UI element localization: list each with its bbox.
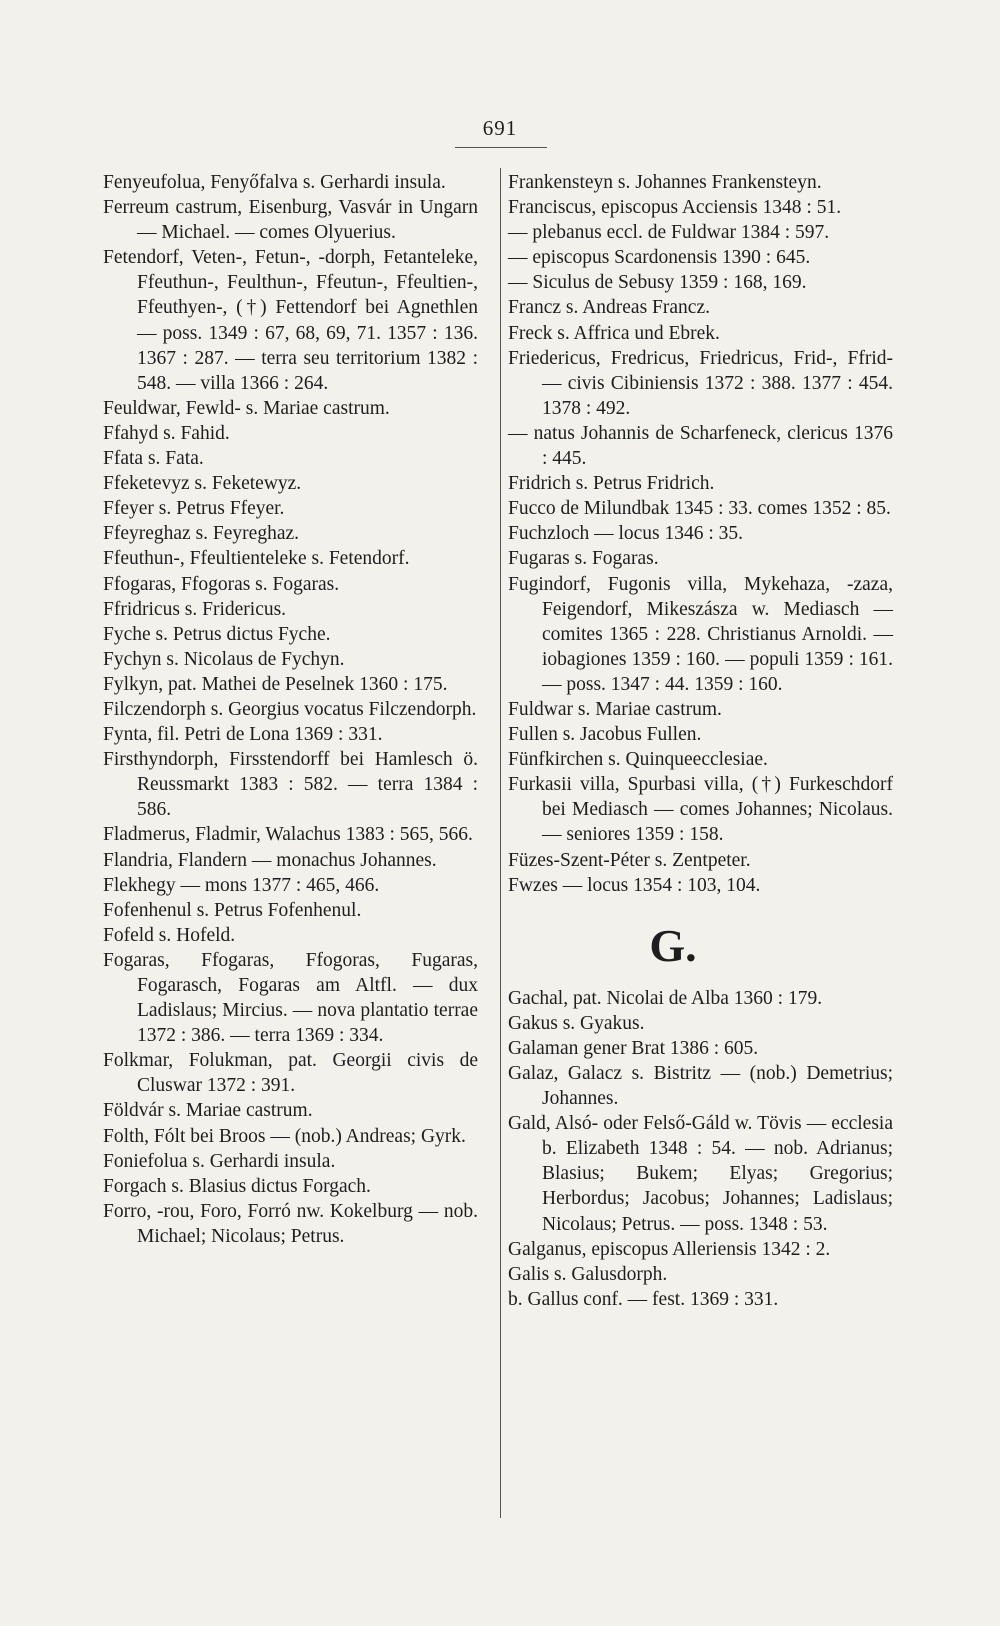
index-entry: Fugaras s. Fogaras.: [508, 548, 659, 570]
index-entry: Fladmerus, Fladmir, Walachus 1383 : 565, 566.: [103, 824, 473, 846]
right-column: [508, 170, 893, 1312]
index-entry: — natus Johannis de Scharfeneck, clericus 1376 : 445.: [508, 422, 893, 470]
index-entry: Furkasii villa, Spurbasi villa, (†) Furkeschdorf bei Mediasch — comes Johannes; Nicolaus. — seniores 1359 : 158.: [508, 774, 893, 846]
index-entry: Galis s. Galusdorph.: [508, 1263, 668, 1285]
index-entry: Fogaras, Ffogaras, Ffogoras, Fugaras, Fogarasch, Fogaras am Altfl. — dux Ladislaus; Mircius. — nova plantatio terrae 1372 : 386. — terra 1369 : 334.: [103, 949, 478, 1047]
index-entry: Friedericus, Fredricus, Friedricus, Frid-, Ffrid- — civis Cibiniensis 1372 : 388. 1377 : 454. 1378 : 492.: [508, 347, 893, 419]
index-entry: Fynta, fil. Petri de Lona 1369 : 331.: [103, 724, 383, 746]
index-entry: Ffahyd s. Fahid.: [103, 422, 230, 444]
index-entry: Fuldwar s. Mariae castrum.: [508, 698, 722, 720]
index-entry: Fünfkirchen s. Quinqueecclesiae.: [508, 749, 768, 771]
index-entry: Fychyn s. Nicolaus de Fychyn.: [103, 648, 345, 670]
index-entry: Ffeuthun-, Ffeultienteleke s. Fetendorf.: [103, 548, 410, 570]
index-entry: Földvár s. Mariae castrum.: [103, 1100, 313, 1122]
index-entry: Ffeyer s. Petrus Ffeyer.: [103, 498, 285, 520]
index-entry: Freck s. Affrica und Ebrek.: [508, 322, 720, 344]
index-entry: Fofenhenul s. Petrus Fofenhenul.: [103, 899, 362, 921]
index-entry: — plebanus eccl. de Fuldwar 1384 : 597.: [508, 222, 830, 244]
index-entry: Fucco de Milundbak 1345 : 33. comes 1352 : 85.: [508, 498, 891, 520]
index-entry: Füzes-Szent-Péter s. Zentpeter.: [508, 849, 751, 871]
index-entry: — episcopus Scardonensis 1390 : 645.: [508, 247, 811, 269]
index-entry: Feuldwar, Fewld- s. Mariae castrum.: [103, 397, 390, 419]
index-entry: Galganus, episcopus Alleriensis 1342 : 2.: [508, 1238, 831, 1260]
index-entry: b. Gallus conf. — fest. 1369 : 331.: [508, 1288, 779, 1310]
index-entry: — Siculus de Sebusy 1359 : 168, 169.: [508, 272, 807, 294]
index-entry: Frankensteyn s. Johannes Frankensteyn.: [508, 172, 822, 193]
index-entry: Fofeld s. Hofeld.: [103, 924, 236, 946]
index-entry: Fugindorf, Fugonis villa, Mykehaza, -zaza, Feigendorf, Mikeszásza w. Mediasch — comites 1365 : 228. Christianus Arnoldi. — iobagiones 1359 : 160. — populi 1359 : 161. — poss. 1347 : 44. 1359 : 160.: [508, 573, 893, 695]
index-entry: Ffata s. Fata.: [103, 448, 204, 470]
index-entry: Gachal, pat. Nicolai de Alba 1360 : 179.: [508, 987, 823, 1009]
index-entry: Gald, Alsó- oder Felső-Gáld w. Tövis — ecclesia b. Elizabeth 1348 : 54. — nob. Adrianus; Blasius; Bukem; Elyas; Gregorius; Herbordus; Jacobus; Johannes; Ladislaus; Nicolaus; Petrus. — poss. 1348 : 53.: [508, 1113, 893, 1235]
index-entry: Folkmar, Folukman, pat. Georgii civis de Cluswar 1372 : 391.: [103, 1050, 478, 1097]
index-entry: Firsthyndorph, Firsstendorff bei Hamlesch ö. Reussmarkt 1383 : 582. — terra 1384 : 586.: [103, 749, 478, 821]
index-entry: Flandria, Flandern — monachus Johannes.: [103, 849, 437, 871]
index-entry: Fuchzloch — locus 1346 : 35.: [508, 523, 744, 545]
index-entry: Ferreum castrum, Eisenburg, Vasvár in Ungarn — Michael. — comes Olyuerius.: [103, 197, 478, 244]
index-entry: Folth, Fólt bei Broos — (nob.) Andreas; Gyrk.: [103, 1125, 466, 1147]
index-entry: Ffeyreghaz s. Feyreghaz.: [103, 523, 299, 545]
header-rule: [455, 147, 547, 148]
index-entry: Ffridricus s. Fridericus.: [103, 598, 287, 620]
left-column: [103, 170, 478, 1249]
index-entry: Ffeketevyz s. Feketewyz.: [103, 473, 302, 495]
right-column-g-entries: [508, 986, 893, 1312]
index-entry: Gakus s. Gyakus.: [508, 1012, 645, 1034]
right-column-f-entries: [508, 170, 893, 898]
index-entry: Forgach s. Blasius dictus Forgach.: [103, 1175, 371, 1197]
index-entry: Foniefolua s. Gerhardi insula.: [103, 1150, 336, 1172]
index-entry: Fwzes — locus 1354 : 103, 104.: [508, 874, 761, 896]
index-entry: Galaman gener Brat 1386 : 605.: [508, 1037, 759, 1059]
column-divider: [500, 168, 501, 1518]
index-entry: Fyche s. Petrus dictus Fyche.: [103, 623, 331, 645]
index-entry: Filczendorph s. Georgius vocatus Filczendorph.: [103, 698, 477, 720]
section-letter-heading: G.: [649, 919, 697, 971]
index-entry: Franciscus, episcopus Acciensis 1348 : 51.: [508, 197, 842, 219]
index-entry: Fullen s. Jacobus Fullen.: [508, 724, 702, 746]
index-entry: Forro, -rou, Foro, Forró nw. Kokelburg — nob. Michael; Nicolaus; Petrus.: [103, 1200, 478, 1247]
index-entry: Fridrich s. Petrus Fridrich.: [508, 473, 715, 495]
index-entry: Francz s. Andreas Francz.: [508, 297, 710, 319]
index-entry: Flekhegy — mons 1377 : 465, 466.: [103, 874, 380, 896]
index-entry: Fetendorf, Veten-, Fetun-, -dorph, Fetanteleke, Ffeuthun-, Feulthun-, Ffeutun-, Ffeultien-, Ffeuthyen-, (†) Fettendorf bei Agnethlen — poss. 1349 : 67, 68, 69, 71. 1357 : 136. 1367 : 287. — terra seu territorium 1382 : 548. — villa 1366 : 264.: [103, 247, 478, 394]
index-entry: Ffogaras, Ffogoras s. Fogaras.: [103, 573, 340, 595]
index-entry: Galaz, Galacz s. Bistritz — (nob.) Demetrius; Johannes.: [508, 1063, 893, 1110]
index-entry: Fylkyn, pat. Mathei de Peselnek 1360 : 175.: [103, 673, 448, 695]
page-number: 691: [482, 116, 518, 140]
index-entry: Fenyeufolua, Fenyőfalva s. Gerhardi insula.: [103, 172, 446, 193]
